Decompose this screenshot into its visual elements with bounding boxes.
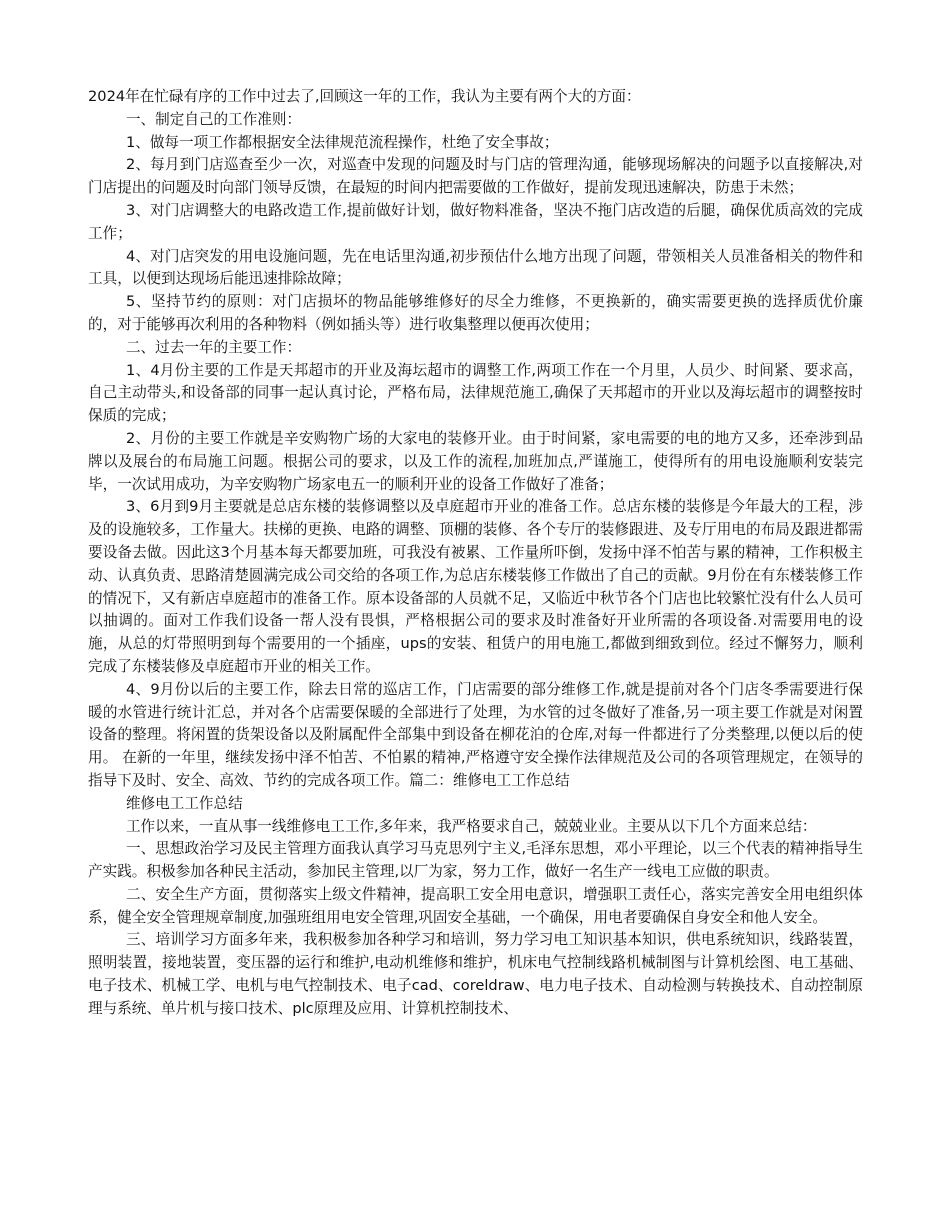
section-heading-work-principles: 一、制定自己的工作准则：	[125, 110, 302, 128]
paragraph: 3、6月到9月主要就是总店东楼的装修调整以及卓庭超市开业的准备工作。总店东楼的装修是今年最大的工程，涉及的设施较多，工作量大。扶梯的更换、电路的调整、顶棚的装修、各个专厅的装修跟进、及专厅用电的布局及跟进都需要设备去做。因此这3个月基本每天都要加班，可我没有被累、工作量所吓倒，发扬中泽不怕苦与累的精神，工作积极主动、认真负责、思路清楚圆满完成公司交给的各项工作,为总店东楼装修工作做出了自己的贡献。9月份在有东楼装修工作的情况下，又有新店卓庭超市的准备工作。原本设备部的人员就不足，又临近中秋节各个门店也比较繁忙没有什么人员可以抽调的。面对工作我们设备一帮人没有畏惧，严格根据公司的要求及时准备好开业所需的各项设备.对需要用电的设施，从总的灯带照明到每个需要用的一个插座，ups的安装、租赁户的用电施工,都做到细致到位。经过不懈努力，顺利完成了东楼装修及卓庭超市开业的相关工作。	[88, 498, 863, 675]
paragraph: 4、9月份以后的主要工作，除去日常的巡店工作，门店需要的部分维修工作,就是提前对各个门店冬季需要进行保暖的水管进行统计汇总，并对各个店需要保暖的全部进行了处理，为水管的过冬做好了准备,另一项主要工作就是对闲置设备的整理。将闲置的货架设备以及附属配件全部集中到设备在柳花泊的仓库,对每一件都进行了分类整理,以便以后的使用。 在新的一年里，继续发扬中泽不怕苦、不怕累的精神,严格遵守安全操作法律规范及公司的各项管理规定，在领导的指导下及时、安全、高效、节约的完成各项工作。篇二：维修电工工作总结	[88, 680, 863, 789]
paragraph: 1、4月份主要的工作是天邦超市的开业及海坛超市的调整工作,两项工作在一个月里，人员少、时间紧、要求高，自己主动带头,和设备部的同事一起认真讨论，严格布局，法律规范施工,确保了天邦超市的开业以及海坛超市的调整按时保质的完成；	[88, 361, 863, 425]
paragraph: 3、对门店调整大的电路改造工作,提前做好计划，做好物料准备，坚决不拖门店改造的后腿，确保优质高效的完成工作；	[88, 201, 863, 242]
paragraph: 工作以来，一直从事一线维修电工工作,多年来，我严格要求自己，兢兢业业。主要从以下几个方面来总结：	[125, 817, 817, 835]
document-body	[88, 86, 863, 1021]
paragraph-intro: 2024年在忙碌有序的工作中过去了,回顾这一年的工作，我认为主要有两个大的方面：	[88, 88, 641, 105]
paragraph: 1、做每一项工作都根据安全法律规范流程操作，杜绝了安全事故；	[125, 133, 559, 151]
paragraph: 二、安全生产方面，贯彻落实上级文件精神，提高职工安全用电意识，增强职工责任心，落实完善安全用电组织体系，健全安全管理规章制度,加强班组用电安全管理,巩固安全基础，一个确保，用电者要确保自身安全和他人安全。	[88, 885, 863, 926]
paragraph: 一、思想政治学习及民主管理方面我认真学习马克思列宁主义,毛泽东思想，邓小平理论，以三个代表的精神指导生产实践。积极参加各种民主活动，参加民主管理,以厂为家，努力工作，做好一名生产一线电工应做的职责。	[88, 840, 863, 881]
paragraph: 2、每月到门店巡查至少一次，对巡查中发现的问题及时与门店的管理沟通，能够现场解决的问题予以直接解决,对门店提出的问题及时向部门领导反馈，在最短的时间内把需要做的工作做好，提前发现迅速解决，防患于未然；	[88, 156, 863, 197]
section-heading-main-work: 二、过去一年的主要工作：	[125, 338, 302, 356]
paragraph: 三、培训学习方面多年来，我积极参加各种学习和培训，努力学习电工知识基本知识，供电系统知识，线路装置，照明装置，接地装置，变压器的运行和维护,电动机维修和维护，机床电气控制线路机械制图与计算机绘图、电工基础、电子技术、机械工学、电机与电气控制技术、电子cad、coreldraw、电力电子技术、自动检测与转换技术、自动控制原理与系统、单片机与接口技术、plc原理及应用、计算机控制技术、	[88, 931, 863, 1017]
paragraph: 5、坚持节约的原则：对门店损坏的物品能够维修好的尽全力维修，不更换新的，确实需要更换的选择质优价廉的，对于能够再次利用的各种物料（例如插头等）进行收集整理以便再次使用；	[88, 293, 863, 333]
paragraph: 4、对门店突发的用电设施问题，先在电话里沟通,初步预估什么地方出现了问题，带领相关人员准备相关的物件和工具，以便到达现场后能迅速排除故障；	[88, 247, 863, 288]
section-title-electrician-summary: 维修电工工作总结	[125, 794, 243, 812]
paragraph: 2、月份的主要工作就是辛安购物广场的大家电的装修开业。由于时间紧，家电需要的电的地方又多，还牵涉到品牌以及展台的布局施工问题。根据公司的要求，以及工作的流程,加班加点,严谨施工，使得所有的用电设施顺利安装完毕，一次试用成功，为辛安购物广场家电五一的顺利开业的设备工作做好了准备；	[88, 429, 863, 493]
